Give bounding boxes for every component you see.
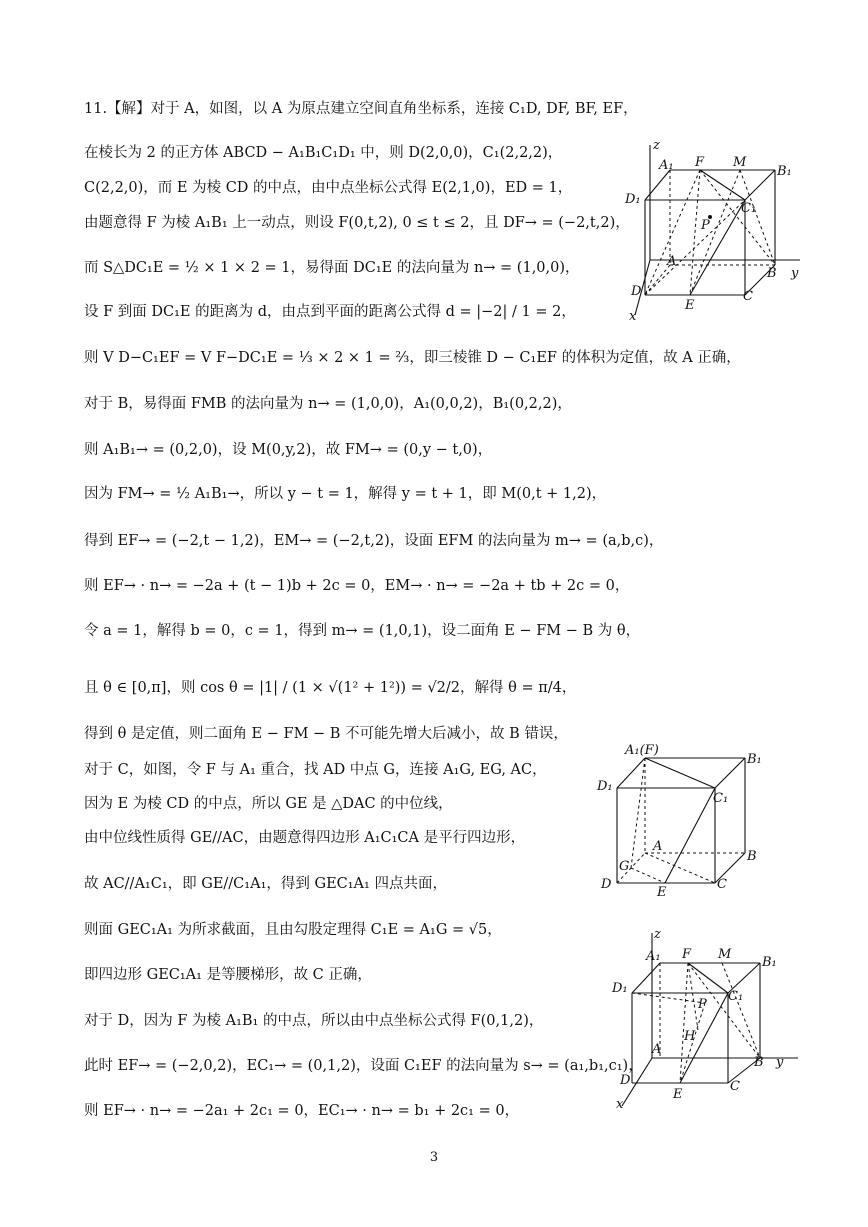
fig1-label: y (791, 266, 799, 281)
fig1-label: A₁ (659, 158, 674, 173)
fig2-label: C (717, 877, 727, 892)
fig3-label: A₁ (646, 949, 661, 964)
text-line: 由中位线性质得 GE//AC，由题意得四边形 A₁C₁CA 是平行四边形， (84, 830, 526, 846)
fig2-label: G (619, 859, 630, 874)
fig3-label: F (682, 947, 692, 962)
fig3-label: A (652, 1042, 662, 1057)
fig1-label: E (685, 298, 695, 313)
fig3-label: B₁ (762, 955, 777, 970)
text-line: 令 a = 1，解得 b = 0，c = 1，得到 m→ = (1,0,1)，设二面角 E − FM − B 为 θ， (84, 623, 641, 639)
text-line: 对于 D，因为 F 为棱 A₁B₁ 的中点，所以由中点坐标公式得 F(0,1,2)， (84, 1013, 544, 1029)
text-line: 由题意得 F 为棱 A₁B₁ 上一动点，则设 F(0,t,2), 0 ≤ t ≤ 2，且 DF→ = (−2,t,2)， (84, 215, 630, 231)
fig3-label: B (754, 1055, 764, 1070)
text-line: 则 A₁B₁→ = (0,2,0)，设 M(0,y,2)，故 FM→ = (0,y − t,0)， (84, 442, 493, 458)
text-line: 在棱长为 2 的正方体 ABCD − A₁B₁C₁D₁ 中，则 D(2,0,0)，C₁(2,2,2)， (84, 145, 563, 161)
text-line: 而 S△DC₁E = ½ × 1 × 2 = 1，易得面 DC₁E 的法向量为 n→ = (1,0,0)， (84, 260, 580, 276)
text-line: 则面 GEC₁A₁ 为所求截面，且由勾股定理得 C₁E = A₁G = √5， (84, 922, 502, 938)
fig2-label: A₁(F) (625, 743, 659, 758)
fig2-label: B (747, 849, 757, 864)
fig3-label: E (673, 1087, 683, 1102)
text-line: 则 V D−C₁EF = V F−DC₁E = ⅓ × 2 × 1 = ⅔，即三棱锥 D − C₁EF 的体积为定值，故 A 正确， (84, 350, 741, 366)
fig1-label: A (667, 254, 677, 269)
text-line: 且 θ ∈ [0,π]，则 cos θ = |1| / (1 × √(1² + 1²)) = √2/2，解得 θ = π/4， (84, 680, 577, 696)
fig3-label: C₁ (728, 989, 744, 1004)
fig1-label: B (767, 266, 777, 281)
fig1-label: F (695, 155, 705, 170)
text-line: 此时 EF→ = (−2,0,2)，EC₁→ = (0,1,2)，设面 C₁EF 的法向量为 s→ = (a₁,b₁,c₁)， (84, 1058, 643, 1074)
text-line: 得到 θ 是定值，则二面角 E − FM − B 不可能先增大后减小，故 B 错误， (84, 726, 568, 742)
fig2-label: D₁ (597, 779, 613, 794)
text-line: 对于 B，易得面 FMB 的法向量为 n→ = (1,0,0)，A₁(0,0,2)，B₁(0,2,2)， (84, 396, 572, 412)
text-line: 则 EF→ · n→ = −2a + (t − 1)b + 2c = 0，EM→ · n→ = −2a + tb + 2c = 0， (84, 578, 630, 594)
text-line: 故 AC//A₁C₁，即 GE//C₁A₁，得到 GEC₁A₁ 四点共面， (84, 876, 447, 892)
fig2-label: B₁ (747, 752, 762, 767)
fig3-label: P (698, 997, 707, 1012)
fig3-label: x (616, 1097, 624, 1112)
fig1-label: z (653, 138, 660, 153)
fig3-label: D (620, 1073, 631, 1088)
fig2-label: D (601, 877, 612, 892)
fig1-label: D₁ (625, 192, 641, 207)
text-line: 设 F 到面 DC₁E 的距离为 d，由点到平面的距离公式得 d = |−2| / 1 = 2， (84, 304, 576, 320)
text-line: 即四边形 GEC₁A₁ 是等腰梯形，故 C 正确， (84, 967, 372, 983)
text-line: 得到 EF→ = (−2,t − 1,2)，EM→ = (−2,t,2)，设面 EFM 的法向量为 m→ = (a,b,c)， (84, 533, 664, 549)
text-line: 对于 C，如图，令 F 与 A₁ 重合，找 AD 中点 G，连接 A₁G, EG, AC， (84, 762, 547, 778)
fig1-label: P (701, 218, 710, 233)
fig1-label: D (631, 284, 642, 299)
text-line: C(2,2,0)，而 E 为棱 CD 的中点，由中点坐标公式得 E(2,1,0)，ED = 1， (84, 180, 573, 196)
fig3-label: M (718, 947, 732, 962)
text-line: 因为 E 为棱 CD 的中点，所以 GE 是 △DAC 的中位线， (84, 796, 453, 812)
fig1-label: C₁ (741, 201, 757, 216)
cube-figure-1 (615, 135, 815, 325)
fig2-label: C₁ (713, 791, 729, 806)
fig1-label: x (629, 309, 637, 324)
text-line: 因为 FM→ = ½ A₁B₁→，所以 y − t = 1，解得 y = t + 1，即 M(0,t + 1,2)， (84, 486, 607, 502)
fig2-label: E (657, 885, 667, 900)
fig3-label: z (654, 927, 661, 942)
text-line: 则 EF→ · n→ = −2a₁ + 2c₁ = 0，EC₁→ · n→ = b₁ + 2c₁ = 0， (84, 1103, 520, 1119)
fig2-label: A (653, 839, 663, 854)
fig1-label: B₁ (777, 164, 792, 179)
cube-figure-2 (595, 738, 795, 898)
fig1-label: C (743, 289, 753, 304)
cube-figure-3 (610, 928, 810, 1118)
fig3-label: H (684, 1029, 696, 1044)
fig3-label: y (776, 1055, 784, 1070)
fig3-label: C (730, 1079, 740, 1094)
fig3-label: D₁ (612, 981, 628, 996)
page-number: 3 (429, 1150, 439, 1165)
fig1-label: M (733, 155, 747, 170)
text-line: 11.【解】对于 A，如图，以 A 为原点建立空间直角坐标系，连接 C₁D, DF, BF, EF， (84, 101, 638, 117)
